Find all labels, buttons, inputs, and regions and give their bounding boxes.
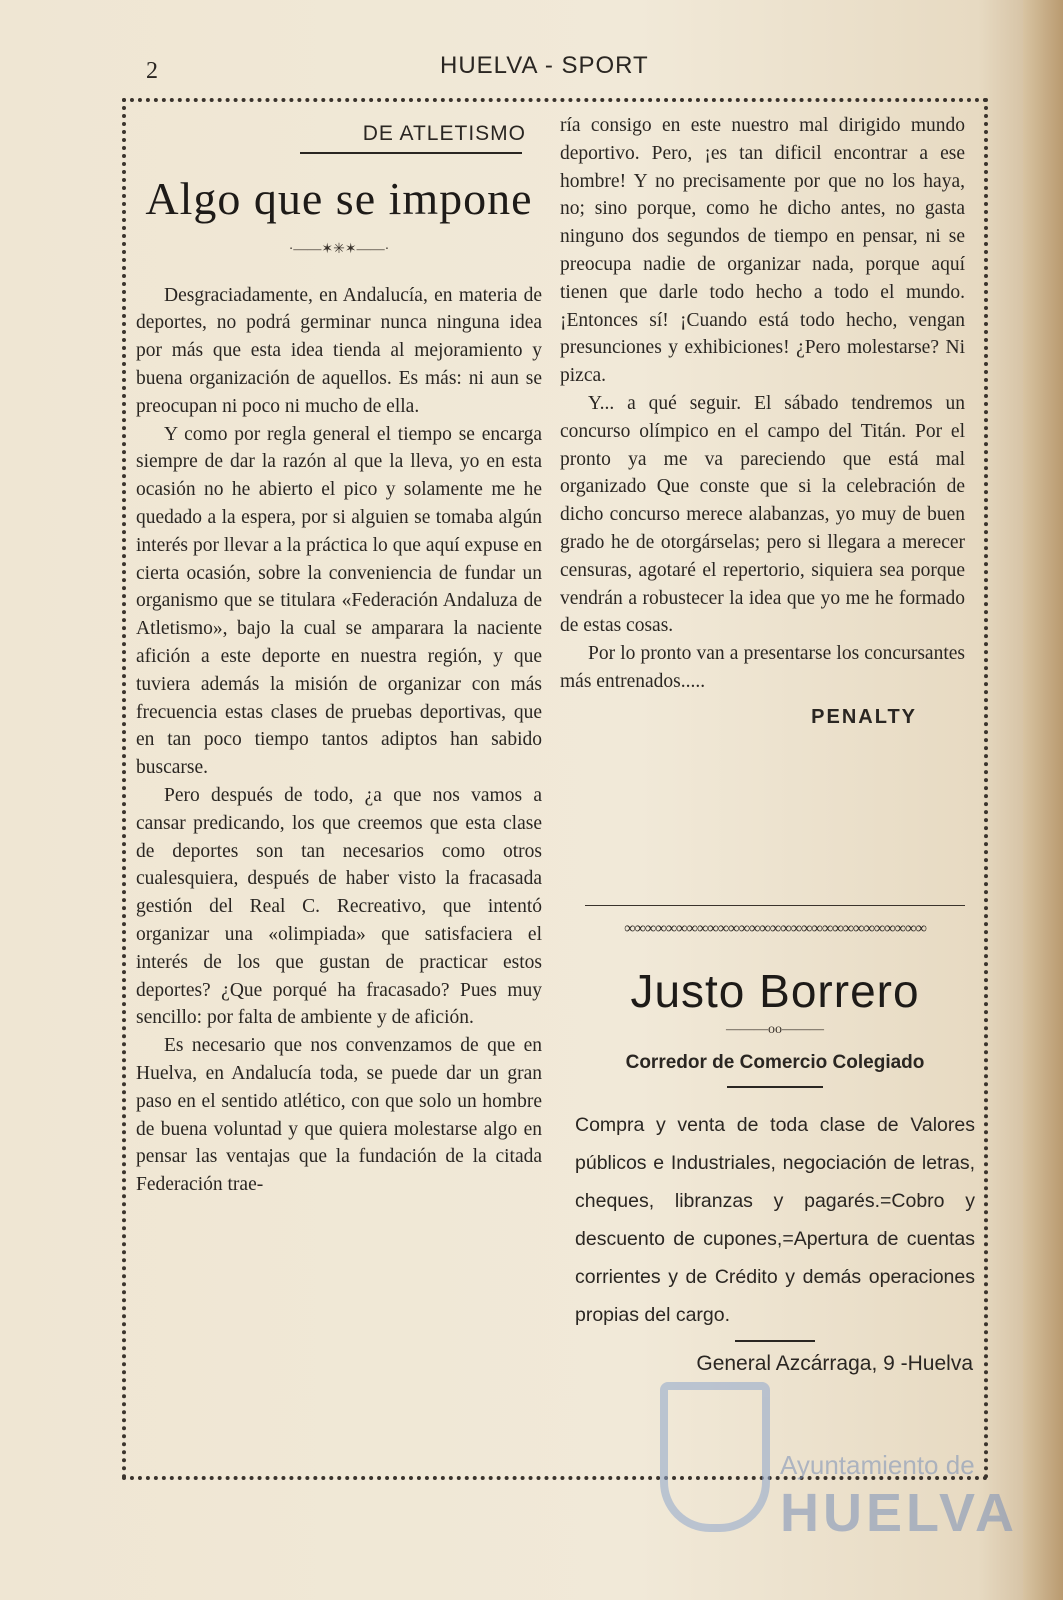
paragraph: Y como por regla general el tiempo se encarga siempre de dar la razón al que la lleva, yo en esta ocasión no he abierto el pico y solamente me he quedado a la espera, por si alguien se tomaba algún interés por llevar a la práctica lo que aquí expuse en cierta ocasión, sobre la conveniencia de fundar un organismo que se titulara «Federación Andaluza de Atletismo», bajo la cual se amparara la naciente afición a este deporte en nuestra región, y que tuviera además la misión de organizar con más frecuencia estas clases de pruebas deportivas, que en tan poco tiempo tantos adiptos han sabido buscarse. bbox=[136, 423, 542, 779]
article-right-column bbox=[560, 112, 965, 732]
watermark-main: HUELVA bbox=[780, 1483, 1018, 1543]
running-head: HUELVA - SPORT bbox=[440, 52, 649, 79]
archive-watermark bbox=[650, 1372, 1018, 1572]
ad-top-rule bbox=[585, 905, 965, 906]
article-title: Algo que se impone bbox=[145, 172, 533, 224]
paragraph: Es necesario que nos convenzamos de que en Huelva, en Andalucía toda, se puede dar un gran paso en el sentido atlético, con que solo un hombre de buena voluntad y que quiera molestarse algo en pensar las ventajas que la fundación de la citada Federación trae- bbox=[136, 1035, 542, 1196]
page-header bbox=[0, 52, 1063, 86]
kicker-rule bbox=[300, 152, 522, 154]
watermark-top: Ayuntamiento de bbox=[780, 1450, 975, 1480]
ad-body: Compra y venta de toda clase de Valores públicos e Industriales, negociación de letras, cheques, libranzas y pagarés.=Cobro y descuento de cupones,=Apertura de cuentas corrientes y de Crédito y demás operaciones propias del cargo. bbox=[575, 1114, 975, 1326]
paragraph: Pero después de todo, ¿a que nos vamos a cansar predicando, los que creemos que esta clase de deportes son tan necesarios como otros cualesquiera, después de haber visto la fracasada gestión del Real C. Recreativo, que intentó organizar una «olimpiada» que satisfaciera el interés de los que gustan de practicar estos deportes? ¿Que porqué ha fracasado? Pues muy sencillo: por falta de ambiente y de afición. bbox=[136, 784, 542, 1029]
paragraph: Desgraciadamente, en Andalucía, en materia de deportes, no podrá germinar nunca ninguna idea por más que esta idea tienda al mejoramiento y buena organización de aquellos. Es más: ni aun se preocupan ni poco ni mucho de ella. bbox=[136, 284, 542, 417]
advertisement bbox=[575, 905, 975, 1376]
page-number: 2 bbox=[146, 58, 158, 84]
ad-address: General Azcárraga, 9 -Huelva bbox=[696, 1352, 973, 1375]
paragraph: Por lo pronto van a presentarse los concursantes más entrenados..... bbox=[560, 643, 965, 692]
paragraph: ría consigo en este nuestro mal dirigido mundo deportivo. Pero, ¡es tan dificil encontrar a ese hombre! Y no precisamente por que no los haya, no; sino porque, como he dicho antes, no gasta ninguno dos segundos de tiempo en pensar, ni se preocupa nadie de organizar nada, porque aquí tienen que darle todo hecho a todo el mundo. ¡Entonces sí! ¡Cuando está todo hecho, vengan presunciones y exhibiciones! ¿Pero molestarse? Ni pizca. bbox=[560, 115, 965, 387]
article-left-column bbox=[136, 112, 542, 1199]
ad-ornament: ———oo——— bbox=[726, 1022, 824, 1037]
paragraph: Y... a qué seguir. El sábado tendremos un concurso olímpico en el campo del Titán. Por el pronto ya me va pareciendo que está mal organizado Que conste que si la celebración de dicho concurso merece alabanzas, yo muy de buen grado he de otorgárselas; pero si llegara a merecer censuras, agotaré el repertorio, siquiera sea porque vendrán a robustecer la idea que yo me he formado de estas cosas. bbox=[560, 392, 965, 637]
page-gutter bbox=[1023, 0, 1063, 1600]
ad-name: Justo Borrero bbox=[630, 965, 920, 1017]
section-kicker: DE ATLETISMO bbox=[362, 122, 526, 145]
crest-icon bbox=[660, 1382, 770, 1532]
chain-border: ∞∞∞∞∞∞∞∞∞∞∞∞∞∞∞∞∞∞∞∞∞∞∞∞∞∞∞∞∞ bbox=[624, 920, 926, 937]
ad-subtitle-rule bbox=[727, 1086, 823, 1088]
ad-end-rule bbox=[735, 1340, 815, 1342]
article-signature: PENALTY bbox=[811, 705, 917, 728]
ad-subtitle: Corredor de Comercio Colegiado bbox=[625, 1052, 925, 1073]
title-ornament: ·——✶✳✶——· bbox=[288, 241, 390, 257]
